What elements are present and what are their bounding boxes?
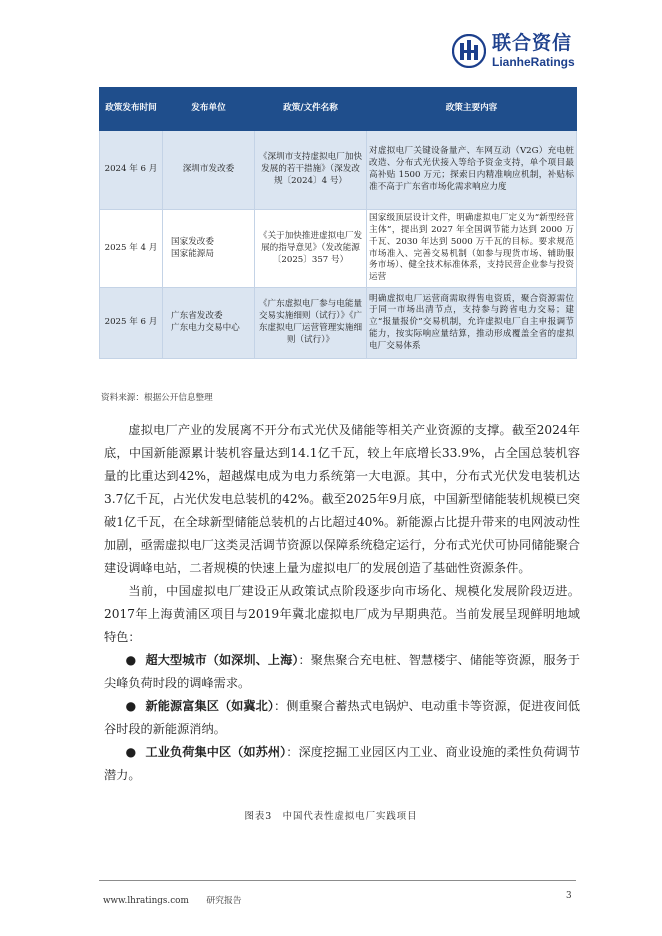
bullet-text: ：聚焦聚合充电桩、智慧楼宇、储能等资源，服务于尖峰负荷时段的调峰需求。 bbox=[104, 653, 580, 690]
cell-title: 《深圳市支持虚拟电厂加快发展的若干措施》（深发改规〔2024〕4 号） bbox=[255, 131, 367, 210]
bullet-label: 超大型城市（如深圳、上海） bbox=[145, 653, 299, 667]
footer-site-link[interactable]: www.lhratings.com bbox=[103, 896, 189, 906]
policy-table bbox=[99, 87, 577, 359]
bullet-label: 新能源富集区（如冀北） bbox=[145, 699, 275, 713]
column-header-issuer: 发布单位 bbox=[163, 88, 255, 131]
lianhe-logo-icon bbox=[452, 34, 486, 68]
cell-date: 2025 年 4 月 bbox=[100, 210, 163, 288]
paragraph: 当前，中国虚拟电厂建设正从政策试点阶段逐步向市场化、规模化发展阶段迈进。2017年上海黄浦区项目与2019年冀北虚拟电厂成为早期典范。当前发展呈现鲜明地域特色： bbox=[104, 584, 580, 644]
cell-issuer: 广东省发改委 广东电力交易中心 bbox=[163, 288, 255, 359]
bullet-label: 工业负荷集中区（如苏州） bbox=[145, 745, 287, 759]
bullet-item bbox=[104, 649, 580, 695]
cell-title: 《广东虚拟电厂参与电能量交易实施细则（试行）》《广东虚拟电厂运营管理实施细则（试行）》 bbox=[255, 288, 367, 359]
column-header-date: 政策发布时间 bbox=[100, 88, 163, 131]
table-row bbox=[100, 210, 577, 288]
cell-date: 2024 年 6 月 bbox=[100, 131, 163, 210]
lianhe-ratings-logo bbox=[452, 30, 575, 72]
bullet-item bbox=[104, 741, 580, 787]
footer-divider bbox=[99, 880, 576, 881]
bullet-item bbox=[104, 695, 580, 741]
figure-caption: 图表3 中国代表性虚拟电厂实践项目 bbox=[244, 811, 418, 822]
cell-content: 国家级顶层设计文件，明确虚拟电厂定义为“新型经营主体”，提出到 2027 年全国调节能力达到 2000 万千瓦、2030 年达到 5000 万千瓦的目标。要求规范市场准入、完善交易机制（如参与现货市场、辅助服务市场）、健全技术标准体系，支持民营企业参与投资运营 bbox=[367, 210, 577, 288]
page-number: 3 bbox=[566, 891, 572, 901]
table-header-row bbox=[100, 88, 577, 131]
article-body bbox=[104, 419, 580, 787]
logo-english-name: LianheRatings bbox=[492, 55, 575, 69]
cell-content: 对虚拟电厂关键设备量产、车网互动（V2G）充电桩改造、分布式光伏接入等给予资金支持，单个项目最高补贴 1500 万元；探索日内精准响应机制，补贴标准不高于广东省市场化需求响应力度 bbox=[367, 131, 577, 210]
cell-issuer: 深圳市发改委 bbox=[163, 131, 255, 210]
cell-title: 《关于加快推进虚拟电厂发展的指导意见》（发改能源〔2025〕357 号） bbox=[255, 210, 367, 288]
column-header-title: 政策/文件名称 bbox=[255, 88, 367, 131]
column-header-content: 政策主要内容 bbox=[367, 88, 577, 131]
table-row bbox=[100, 131, 577, 210]
paragraph: 虚拟电厂产业的发展离不开分布式光伏及储能等相关产业资源的支撑。截至2024年底，中国新能源累计装机容量达到14.1亿千瓦，较上年底增长33.9%，占全国总装机容量的比重达到42%，超越煤电成为电力系统第一大电源。其中，分布式光伏发电装机达3.7亿千瓦，占光伏发电总装机的42%。截至2025年9月底，中国新型储能装机规模已突破1亿千瓦，在全球新型储能总装机的占比超过40%。新能源占比提升带来的电网波动性加剧，亟需虚拟电厂这类灵活调节资源以保障系统稳定运行，分布式光伏可协同储能聚合建设调峰电站，二者规模的快速上量为虚拟电厂的发展创造了基础性资源条件。 bbox=[104, 423, 580, 575]
bullet-icon: ● bbox=[125, 699, 137, 713]
bullet-icon: ● bbox=[125, 653, 137, 667]
bullet-icon: ● bbox=[125, 745, 137, 759]
bullet-text: ：侧重聚合蓄热式电锅炉、电动重卡等资源，促进夜间低谷时段的新能源消纳。 bbox=[104, 699, 580, 736]
cell-issuer: 国家发改委 国家能源局 bbox=[163, 210, 255, 288]
footer-info bbox=[103, 893, 242, 906]
footer-doc-type: 研究报告 bbox=[206, 896, 242, 906]
table-source-note: 资料来源：根据公开信息整理 bbox=[101, 393, 213, 403]
logo-chinese-name: 联合资信 bbox=[492, 32, 573, 54]
cell-content: 明确虚拟电厂运营商需取得售电资质，聚合资源需位于同一市场出清节点，支持参与跨省电力交易；建立“报量报价”交易机制，允许虚拟电厂自主申报调节能力，按实际响应量结算，推动形成覆盖全省的虚拟电厂交易体系 bbox=[367, 288, 577, 359]
table-row bbox=[100, 288, 577, 359]
bullet-text: ：深度挖掘工业园区内工业、商业设施的柔性负荷调节潜力。 bbox=[104, 745, 581, 782]
cell-date: 2025 年 6 月 bbox=[100, 288, 163, 359]
